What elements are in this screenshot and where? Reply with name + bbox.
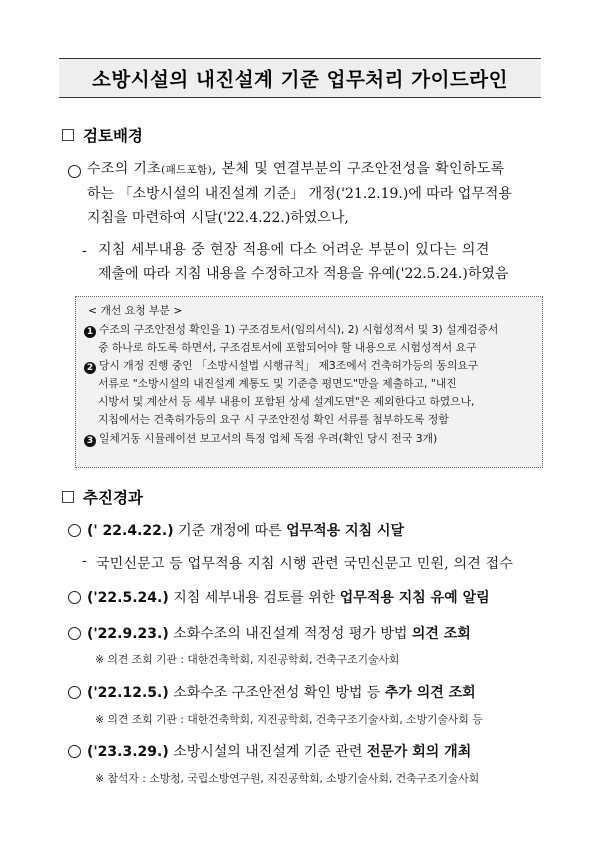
circle-bullet-icon (68, 591, 81, 604)
para1-text-cont: , 본체 및 연결부분의 구조안전성을 확인하도록 (212, 161, 505, 177)
request-item-2-line4: 지침에서는 건축허가등의 요구 시 구조안전성 확인 서류를 첨부하도록 정함 (98, 413, 449, 426)
progress-sub-item: 국민신문고 등 업무적용 지침 시행 관련 국민신문고 민원, 의견 접수 (96, 556, 514, 572)
dash-bullet: - (82, 243, 87, 259)
section-title: 검토배경 (83, 127, 143, 145)
square-bullet-icon (62, 491, 74, 503)
para2-line2: 제출에 따라 지침 내용을 수정하고자 적용을 유예('22.5.24.)하였음 (98, 266, 509, 282)
request-item-2-line3: 시방서 및 계산서 등 세부 내용이 포함된 상세 설계도면"은 제외한다고 하였으나, (98, 395, 475, 408)
progress-note-3: ※ 참석자 : 소방청, 국립소방연구원, 지진공학회, 소방기술사회, 건축구조기술사회 (95, 772, 480, 785)
para1-line3: 지침을 마련하여 시달('22.4.22.)하였으나, (87, 210, 349, 226)
circle-bullet-icon (68, 627, 81, 640)
para1-line2: 하는 「소방시설의 내진설계 기준」 개정('21.2.19.)에 따라 업무적용 (87, 186, 512, 202)
box-header: < 개선 요청 부분 > (88, 304, 183, 317)
progress-item-1: (' 22.4.22.) 기준 개정에 따른 업무적용 지침 시달 (87, 523, 405, 539)
request-item-1: 1 수조의 구조안전성 확인을 1) 구조검토서(임의서식), 2) 시험성적서 및 3) 설계검증서 (84, 322, 498, 338)
number-1-icon: 1 (84, 326, 96, 338)
request-item-3: 3 일체거동 시뮬레이션 보고서의 특정 업체 독점 우려(확인 당시 전국 3개) (84, 431, 437, 447)
progress-note-1: ※ 의견 조회 기관 : 대한건축학회, 지진공학회, 건축구조기술사회 (95, 653, 400, 666)
progress-note-2: ※ 의견 조회 기관 : 대한건축학회, 지진공학회, 건축구조기술사회, 소방기술사회 등 (95, 713, 483, 726)
background-paragraph-2 (98, 238, 548, 286)
progress-item-4: ('22.12.5.) 소화수조 구조안전성 확인 방법 등 추가 의견 조회 (87, 685, 476, 701)
circle-bullet-icon (68, 165, 81, 178)
progress-item-2: ('22.5.24.) 지침 세부내용 검토를 위한 업무적용 지침 유예 알림 (87, 590, 490, 606)
request-item-2: 2 당시 개정 진행 중인 「소방시설법 시행규칙」 제3조에서 건축허가등의 동의요구 (84, 358, 478, 374)
progress-item-5: ('23.3.29.) 소방시설의 내진설계 기준 관련 전문가 회의 개최 (87, 744, 472, 760)
document-title-box (59, 58, 541, 98)
para1-small-text: (패드포함) (161, 164, 213, 176)
circle-bullet-icon (68, 524, 81, 537)
request-item-2-line2: 서류로 "소방시설의 내진설계 계통도 및 기준층 평면도"만을 제출하고, "내진 (98, 377, 457, 390)
background-paragraph-1 (87, 157, 547, 230)
circle-bullet-icon (68, 745, 81, 758)
document-title: 소방시설의 내진설계 기준 업무처리 가이드라인 (92, 68, 508, 91)
section-heading-background (62, 124, 143, 146)
improvement-request-box (75, 296, 543, 468)
circle-bullet-icon (68, 686, 81, 699)
number-2-icon: 2 (84, 362, 96, 374)
dash-bullet: - (82, 553, 87, 569)
number-3-icon: 3 (84, 435, 96, 447)
para2-line1: 지침 세부내용 중 현장 적용에 다소 어려운 부분이 있다는 의견 (98, 242, 490, 258)
progress-item-3: ('22.9.23.) 소화수조의 내진설계 적정성 평가 방법 의견 조회 (87, 626, 471, 642)
para1-text: 수조의 기초 (87, 161, 162, 177)
section-heading-progress (62, 486, 143, 508)
square-bullet-icon (62, 129, 74, 141)
section-title: 추진경과 (83, 489, 143, 507)
request-item-1-line2: 중 하나로 하도록 하면서, 구조검토서에 포함되어야 할 내용으로 시험성적서 요구 (98, 341, 477, 354)
